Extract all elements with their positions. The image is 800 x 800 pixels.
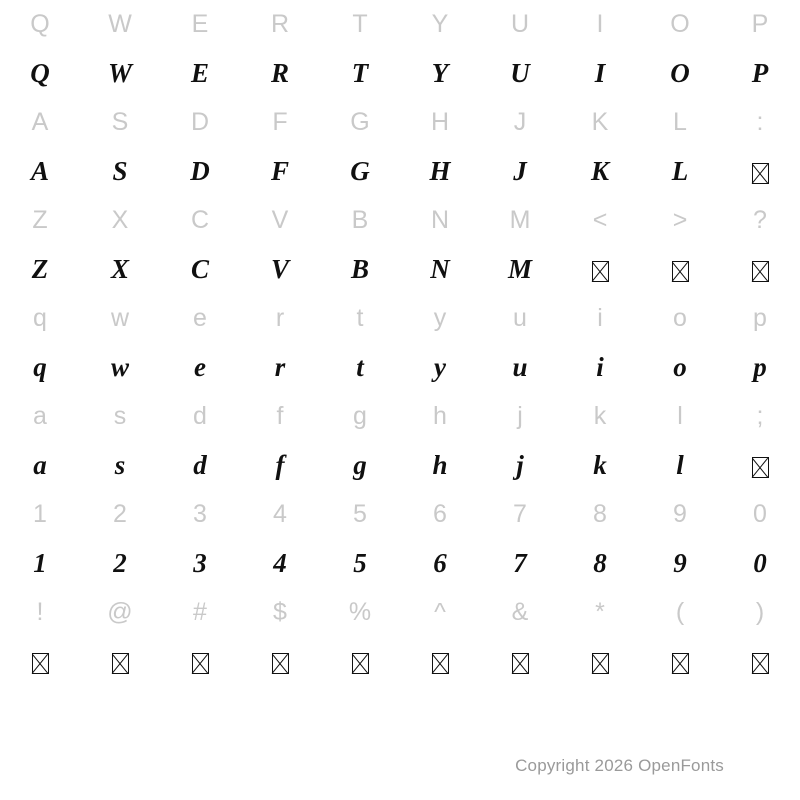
glyph-row-pair [0, 490, 800, 588]
glyph-cell: k [593, 450, 607, 480]
notdef-glyph-icon [32, 653, 49, 674]
glyph-cell: Y [431, 58, 449, 88]
glyph-cell [720, 636, 800, 686]
key-label-cell: Z [32, 206, 48, 234]
key-label-cell: 1 [33, 500, 47, 528]
glyph-cell: Q [30, 58, 50, 88]
glyph-cell: I [594, 58, 606, 88]
notdef-glyph-icon [352, 653, 369, 674]
notdef-glyph-icon [752, 163, 769, 184]
glyph-cell [640, 244, 720, 294]
key-label-cell: g [353, 402, 367, 430]
glyph-cell: X [110, 254, 129, 284]
glyph-cell [320, 636, 400, 686]
key-label-cell: p [753, 304, 767, 332]
key-label-cell: J [513, 108, 527, 136]
glyph-cell: O [670, 58, 690, 88]
glyph-cell: s [114, 450, 126, 480]
glyph-cell: 1 [33, 548, 47, 578]
key-label-cell: 2 [113, 500, 127, 528]
notdef-glyph-icon [672, 261, 689, 282]
notdef-glyph-icon [592, 653, 609, 674]
key-label-cell: C [190, 206, 210, 234]
glyph-cell: o [673, 352, 687, 382]
key-label-cell: q [33, 304, 47, 332]
key-label-cell: y [433, 304, 447, 332]
key-label-cell: S [111, 108, 129, 136]
key-label-cell: 3 [193, 500, 207, 528]
glyph-cell: 5 [353, 548, 367, 578]
glyph-cell: q [33, 352, 47, 382]
glyph-cell: J [513, 156, 527, 186]
glyph-cell: d [193, 450, 207, 480]
key-label-cell: N [430, 206, 450, 234]
key-label-cell: R [270, 10, 290, 38]
glyph-cell: S [112, 156, 128, 186]
key-label-cell: T [352, 10, 368, 38]
key-label-row [0, 490, 800, 538]
notdef-glyph-icon [432, 653, 449, 674]
glyph-row [0, 146, 800, 196]
glyph-cell [80, 636, 160, 686]
glyph-row-pair [0, 0, 800, 98]
key-label-cell: L [673, 108, 687, 136]
glyph-cell: Z [31, 254, 49, 284]
glyph-cell: T [351, 58, 369, 88]
key-label-cell: 7 [513, 500, 527, 528]
glyph-cell: r [274, 352, 286, 382]
key-label-cell: i [597, 304, 603, 332]
glyph-cell: E [190, 58, 209, 88]
glyph-row [0, 48, 800, 98]
glyph-cell: i [596, 352, 604, 382]
key-label-cell: w [110, 304, 130, 332]
glyph-row-pair [0, 196, 800, 294]
key-label-cell: $ [273, 598, 287, 626]
glyph-cell: F [270, 156, 289, 186]
key-label-cell: % [348, 598, 372, 626]
key-label-cell: ? [753, 206, 767, 234]
glyph-cell: L [671, 156, 689, 186]
key-label-cell: 8 [593, 500, 607, 528]
key-label-cell: o [673, 304, 687, 332]
glyph-cell: H [429, 156, 451, 186]
key-label-cell: > [672, 206, 688, 234]
glyph-cell: 4 [273, 548, 287, 578]
glyph-row-pair [0, 588, 800, 686]
glyph-cell: 0 [753, 548, 767, 578]
glyph-cell [240, 636, 320, 686]
glyph-row [0, 636, 800, 686]
notdef-glyph-icon [672, 653, 689, 674]
glyph-row [0, 342, 800, 392]
key-label-cell: E [191, 10, 209, 38]
glyph-cell: G [350, 156, 370, 186]
glyph-cell: h [432, 450, 448, 480]
key-label-cell: X [111, 206, 129, 234]
notdef-glyph-icon [112, 653, 129, 674]
glyph-cell [560, 636, 640, 686]
key-label-cell: D [190, 108, 210, 136]
key-label-cell: ) [755, 598, 765, 626]
key-label-cell: r [275, 304, 285, 332]
key-label-cell: t [356, 304, 364, 332]
copyright-notice: Copyright 2026 OpenFonts [515, 756, 724, 775]
glyph-cell: 7 [513, 548, 527, 578]
key-label-cell: ! [36, 598, 44, 626]
glyph-cell: 3 [193, 548, 207, 578]
glyph-row [0, 538, 800, 588]
key-label-cell: * [595, 598, 605, 626]
key-label-cell: & [511, 598, 529, 626]
glyph-cell: 9 [673, 548, 687, 578]
glyph-cell: M [507, 254, 532, 284]
glyph-row [0, 244, 800, 294]
glyph-cell [560, 244, 640, 294]
key-label-cell: d [193, 402, 207, 430]
key-label-cell: W [108, 10, 132, 38]
glyph-cell: D [190, 156, 210, 186]
key-label-cell: f [276, 402, 284, 430]
glyph-cell: f [275, 450, 285, 480]
notdef-glyph-icon [272, 653, 289, 674]
key-label-cell: A [31, 108, 49, 136]
key-label-cell: l [677, 402, 683, 430]
notdef-glyph-icon [192, 653, 209, 674]
glyph-cell: R [270, 58, 289, 88]
glyph-cell [640, 636, 720, 686]
glyph-cell: y [434, 352, 446, 382]
key-label-row [0, 0, 800, 48]
key-label-cell: : [756, 108, 764, 136]
glyph-cell [0, 636, 80, 686]
glyph-row-pair [0, 294, 800, 392]
key-label-cell: 9 [673, 500, 687, 528]
glyph-cell: j [516, 450, 524, 480]
glyph-cell: V [270, 254, 289, 284]
glyph-cell: C [190, 254, 209, 284]
key-label-cell: a [33, 402, 47, 430]
glyph-row [0, 440, 800, 490]
glyph-cell: 2 [113, 548, 127, 578]
glyph-cell: p [753, 352, 767, 382]
glyph-cell [720, 440, 800, 490]
key-label-cell: ; [756, 402, 764, 430]
key-label-cell: 0 [753, 500, 767, 528]
glyph-cell: w [110, 352, 129, 382]
notdef-glyph-icon [512, 653, 529, 674]
notdef-glyph-icon [592, 261, 609, 282]
key-label-cell: K [591, 108, 609, 136]
notdef-glyph-icon [752, 261, 769, 282]
glyph-cell: W [107, 58, 132, 88]
key-label-cell: < [592, 206, 608, 234]
key-label-cell: F [272, 108, 288, 136]
glyph-cell: 8 [593, 548, 607, 578]
glyph-cell [160, 636, 240, 686]
glyph-cell: u [512, 352, 528, 382]
key-label-cell: ( [675, 598, 685, 626]
key-label-cell: G [350, 108, 370, 136]
key-label-row [0, 588, 800, 636]
glyph-row-pair [0, 98, 800, 196]
key-label-cell: 4 [273, 500, 287, 528]
glyph-cell [720, 146, 800, 196]
key-label-cell: # [193, 598, 207, 626]
glyph-cell: A [30, 156, 49, 186]
notdef-glyph-icon [752, 457, 769, 478]
glyph-cell: t [356, 352, 364, 382]
glyph-cell [480, 636, 560, 686]
key-label-cell: U [510, 10, 530, 38]
key-label-cell: I [596, 10, 604, 38]
key-label-cell: Q [30, 10, 50, 38]
key-label-cell: M [509, 206, 531, 234]
key-label-cell: P [751, 10, 769, 38]
key-label-cell: e [193, 304, 207, 332]
key-label-cell: s [113, 402, 127, 430]
key-label-cell: u [513, 304, 527, 332]
key-label-cell: @ [107, 598, 133, 626]
glyph-cell: a [33, 450, 47, 480]
key-label-row [0, 392, 800, 440]
notdef-glyph-icon [752, 653, 769, 674]
key-label-cell: H [430, 108, 450, 136]
key-label-cell: 6 [433, 500, 447, 528]
glyph-cell: P [751, 58, 769, 88]
glyph-cell: K [590, 156, 609, 186]
key-label-row [0, 196, 800, 244]
key-label-cell: B [351, 206, 369, 234]
glyph-row-pair [0, 392, 800, 490]
key-label-cell: V [271, 206, 289, 234]
key-label-row [0, 294, 800, 342]
key-label-row [0, 98, 800, 146]
key-label-cell: k [593, 402, 607, 430]
key-label-cell: 5 [353, 500, 367, 528]
glyph-cell: l [676, 450, 684, 480]
key-label-cell: h [433, 402, 447, 430]
key-label-cell: ^ [434, 598, 446, 626]
glyph-cell: e [194, 352, 206, 382]
glyph-cell: N [430, 254, 450, 284]
glyph-cell: g [353, 450, 367, 480]
key-label-cell: Y [431, 10, 449, 38]
glyph-cell: 6 [433, 548, 447, 578]
glyph-cell [720, 244, 800, 294]
glyph-cell [400, 636, 480, 686]
glyph-cell: U [510, 58, 530, 88]
glyph-cell: B [350, 254, 369, 284]
key-label-cell: O [670, 10, 690, 38]
key-label-cell: j [517, 402, 523, 430]
